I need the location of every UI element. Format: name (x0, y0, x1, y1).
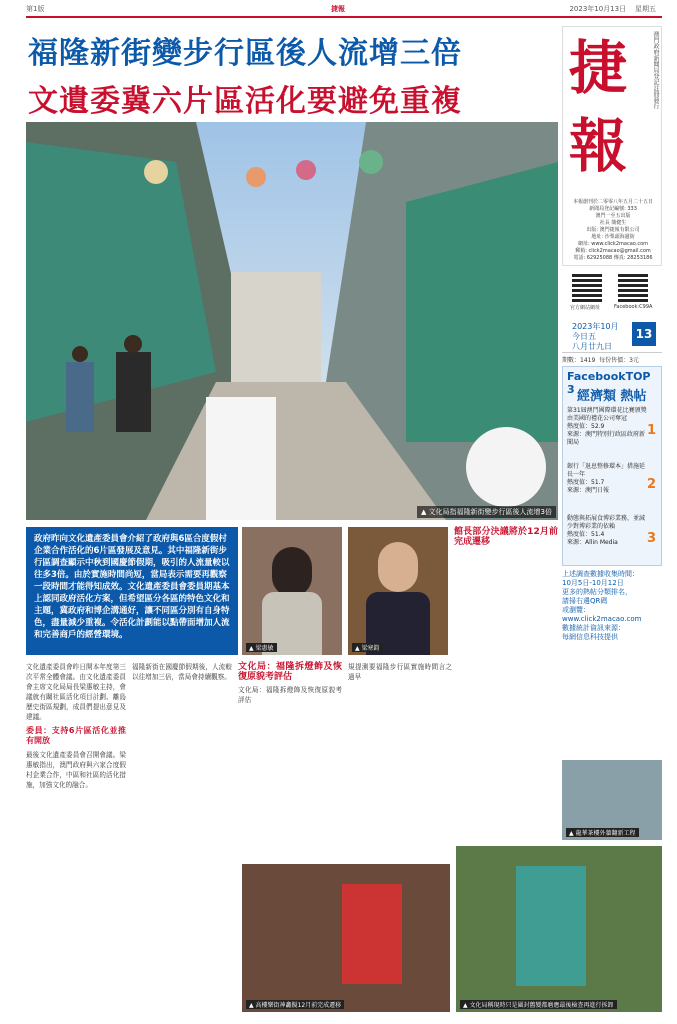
website-qr-code[interactable] (572, 272, 602, 302)
issue-price-strip: 期數：1419 每份售價：3元 (562, 352, 662, 364)
header-date: 2023年10月13日 星期五 (569, 5, 656, 13)
article-column-2: 福隆新街在國慶節假期後，人流較以往增加三倍，當局會持續觀察。 (132, 663, 232, 681)
scaffold-photo (456, 846, 662, 1012)
portrait-label-2: ▲ 梁寒鈞 (352, 643, 383, 652)
publisher-info: 本報創刊於二零零八年五月二十五日 新聞局登記編號: 333 澳門一至五出版 社長 簡健生 出版: 澳門捷報有限公司 地址: 沙梨頭海邊街 網址: www.click2macao.com 郵箱: click2macao@gmail.com 電話: 62925088 傳真: 28253186 (572, 199, 653, 261)
scaffold-caption: ▲ 文化局稱現時只是圍封舊變都磨應最後檢查再進行拆卸 (460, 1000, 617, 1009)
fb-item-2[interactable]: 銀行「退息整修環本」措施延長一年 熱度值：51.7 來源：澳門日報 (567, 463, 646, 494)
facebook-top3-panel (562, 366, 662, 566)
headline-main: 福隆新街變步行區後人流增三倍 (28, 36, 462, 71)
facebook-qr-code[interactable] (618, 272, 648, 302)
wall-caption: ▲ 龍華茶樓外牆翻新工程 (566, 828, 639, 837)
fb-item-1[interactable]: 第31屆澳門國際環花比賽頒獎由美國的禮花公司奪冠 熱度值：52.9 來源：澳門特別行政區政府新聞局 (567, 407, 647, 446)
issue-date: 2023年10月 今日五 八月廿九日 (572, 322, 619, 351)
portrait-label-1: ▲ 梁惠敏 (246, 643, 277, 652)
registration-note: 澳門政府新聞局登記註冊發行 (652, 31, 659, 109)
page-header (26, 4, 656, 16)
portrait-photo-1 (242, 527, 342, 655)
lead-paragraph: 政府昨向文化遺產委員會介紹了政府與6區合度假村企業合作活化的6片區發展及意見。其中福隆新街步行區調查顯示中秋到國慶節假期，吸引的人流量較以往多3倍。由於實施時間尚短，當局表示需要再觀察一段時間才能得知成效。文化遺產委員會委員期基本上認同政府活化方案，但希望區分各區的特色文化和主題，冀政府和博企溝通好，讓不同區分別有自身特色，盡量減少重複。令活化計劃能以點帶面增加人流和完善商戶的經營環境。 (26, 527, 238, 655)
wall-photo (562, 760, 662, 840)
header-rule (26, 16, 662, 18)
masthead (562, 26, 662, 266)
rank-1-icon: 1 (647, 423, 657, 438)
article-column-1: 文化遺產委員會昨日開本年度第三次平常全體會議。由文化遺產委員會主席文化局局長梁惠敏主持，會議就有關社區活化項目計劃、離島歷史街區規劃，成員們提出意見及建議。 委員：支持6片區活化並推有開放 最後文化遺產委員會召開會議。梁惠敏指出，澳門政府與六家合度假村企業合作，中區和社區的活化措施，加強文化的融合。 (26, 663, 126, 789)
article-column-4: 規提測要福隆步行區實施時間言之過早 (348, 663, 452, 681)
rank-2-icon: 2 (647, 477, 657, 492)
hero-photo (26, 122, 558, 520)
hero-caption: ▲ 文化局指福隆新街變步行區後人流增3倍 (417, 506, 556, 518)
fb-panel-subtitle: 經濟類 熱帖 (577, 389, 647, 404)
headline-sub: 文遺委冀六片區活化要避免重複 (28, 84, 462, 119)
page-number: 第1版 (26, 5, 45, 13)
article-column-3: 文化局：福隆拆燈飾及恢復原貌考評估 文化局：福隆拆燈飾及恢復原貌考評估 (238, 662, 342, 704)
qr-label-website: 官方網站網址 (570, 305, 601, 311)
paper-name-small: 捷報 (331, 5, 345, 13)
qr-label-facebook: Facebook:C99A (614, 304, 653, 310)
shrine-caption: ▲ 高樓樂街神龕擬12月前完成遷移 (246, 1000, 344, 1009)
article-column-5: 館長部分決議將於12月前完成遷移 (454, 527, 558, 547)
fb-panel-title: FacebookTOP 3 (567, 370, 651, 396)
street-scene-illustration (26, 122, 558, 520)
issue-day-number: 13 (632, 322, 656, 346)
fb-item-3[interactable]: 動態與拓展食博彩業務，並減少對博彩業的依賴 熱度值：51.4 來源：Allin Media (567, 515, 646, 546)
portrait-photo-2 (348, 527, 448, 655)
shrine-photo (242, 864, 450, 1012)
rank-3-icon: 3 (647, 531, 657, 546)
paper-logo: 捷 報 (569, 34, 628, 180)
data-source-note: 上述調查數據收集時間： 10月5日-10月12日 更多的熱帖分類排名， 請掃右邊QR碼 或瀏覽： www.click2macao.com 數據統計資訊來源： 每網信息科技提供 (562, 570, 642, 641)
